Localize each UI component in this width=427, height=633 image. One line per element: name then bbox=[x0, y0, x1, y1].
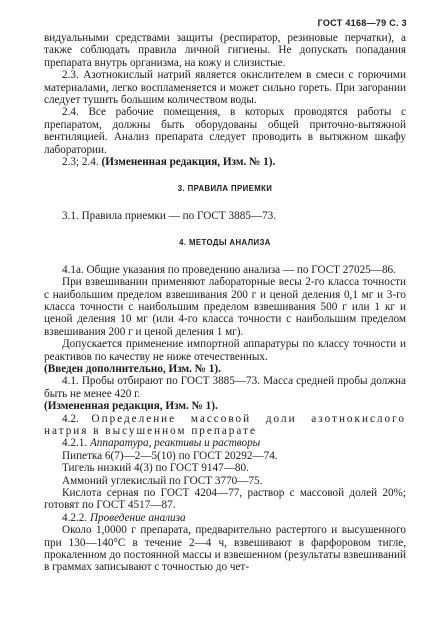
clause-number: 4.2.1. bbox=[62, 437, 88, 450]
item-crucible: Тигель низкий 4(3) по ГОСТ 9147—80. bbox=[62, 462, 249, 475]
paragraph-2-3: 2.3. Азотнокислый натрий является окислителем в смеси с горючими материалами, легко воспламеняется и может сильно гореть. При загорании следует тушить большим количеством воды. bbox=[44, 69, 406, 107]
clause-title-italic: Проведение анализа bbox=[89, 511, 186, 524]
paragraph-4-2 bbox=[44, 413, 406, 438]
document-body bbox=[44, 32, 406, 574]
paragraph-import: Допускается применение импортной аппаратуры по классу точности и реактивов по качеству не ниже отечественных. bbox=[44, 338, 406, 363]
paragraph-4-1a: 4.1а. Общие указания по проведению анализа — по ГОСТ 27025—86. bbox=[62, 263, 396, 276]
amendment-note: (Измененная редакция, Изм. № 1). bbox=[101, 156, 276, 169]
amendment-ref: 2.3; 2.4. bbox=[62, 156, 99, 169]
clause-title-italic: Аппаратура, реактивы и растворы bbox=[89, 437, 261, 450]
clause-number: 4.2. bbox=[62, 412, 79, 425]
paragraph-procedure: Около 1,0000 г препарата, предварительно растертого и высушенного при 130—140°С в течение 2—4 ч, взвешивают в фарфоровом тигле, прокаленном до постоянной массы и взвешенном (результаты взвешиваний в граммах записывают с точностью до чет- bbox=[44, 524, 406, 574]
paragraph-3-1: 3.1. Правила приемки — по ГОСТ 3885—73. bbox=[62, 209, 277, 222]
paragraph-4-2-2 bbox=[44, 512, 406, 524]
clause-title-spaced: Определение массовой доли азотнокислого натрия в высушенном препарате bbox=[44, 412, 406, 437]
amendment-revised: (Измененная редакция, Изм. № 1). bbox=[44, 400, 218, 413]
paragraph-continuation: видуальными средствами защиты (респиратор, резиновые перчатки), а также соблюдать правила личной гигиены. Не допускать попадания препарата внутрь организма, на кожу и слизистые. bbox=[44, 32, 406, 69]
paragraph-2-4: 2.4. Все рабочие помещения, в которых проводятся работы с препаратом, должны быть оборудованы общей приточно-вытяжной вентиляцией. Анализ препарата следует проводить в вытяжном шкафу лаборатории. bbox=[44, 106, 406, 156]
paragraph-4-1: 4.1. Пробы отбирают по ГОСТ 3885—73. Масса средней пробы должна быть не менее 420 г. bbox=[44, 375, 406, 400]
section-heading-3: 3. ПРАВИЛА ПРИЕМКИ bbox=[177, 184, 273, 194]
paragraph-weighing: При взвешивании применяют лабораторные весы 2-го класса точности с наибольшим пределом взвешивания 200 г и ценой деления 0,1 мг и 3-го класса точности с наибольшим пределом взвешивания 500 г или 1 кг и ценой деления 10 мг (или 4-го класса точности с наибольшим пределом взвешивания 200 г и ценой деления 1 мг). bbox=[44, 276, 406, 338]
section-heading-4: 4. МЕТОДЫ АНАЛИЗА bbox=[179, 238, 271, 248]
clause-number: 4.2.2. bbox=[62, 511, 88, 524]
page-header: ГОСТ 4168—79 С. 3 bbox=[317, 18, 407, 28]
amendment-introduced: (Введен дополнительно, Изм. № 1). bbox=[44, 362, 221, 375]
item-pipette: Пипетка 6(7)—2—5(10) по ГОСТ 20292—74. bbox=[62, 449, 278, 462]
item-sulfuric-acid: Кислота серная по ГОСТ 4204—77, раствор с массовой долей 20%; готовят по ГОСТ 4517—87. bbox=[44, 487, 406, 512]
paragraph-amendment-2 bbox=[44, 156, 406, 168]
paragraph-4-2-1 bbox=[44, 437, 406, 449]
item-ammonium: Аммоний углекислый по ГОСТ 3770—75. bbox=[62, 474, 263, 487]
